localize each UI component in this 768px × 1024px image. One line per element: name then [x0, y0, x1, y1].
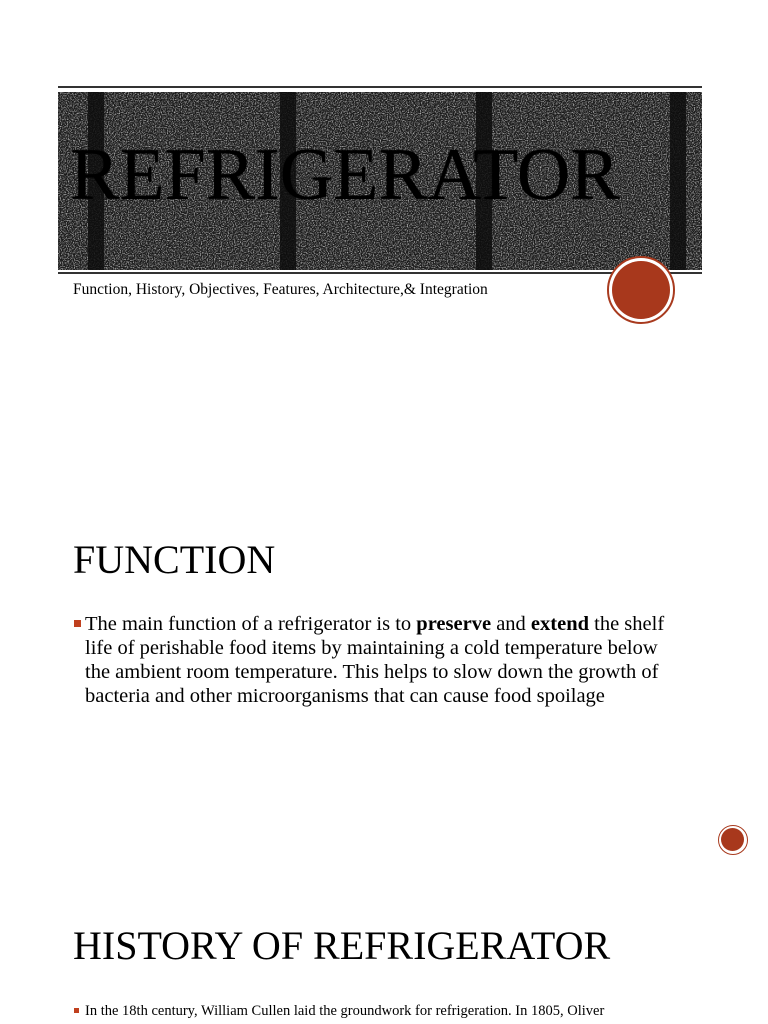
- bullet-marker: [74, 1008, 79, 1013]
- function-heading: FUNCTION: [73, 537, 276, 582]
- function-text-2: and: [491, 613, 531, 635]
- history-paragraph: In the 18th century, William Cullen laid the groundwork for refrigeration. In 1805, Oliver: [85, 1003, 605, 1019]
- decorative-circle-small: [718, 825, 748, 855]
- function-text-3: the shelf life of perishable food items by maintaining a cold temperature below the ambient room temperature. This helps to slow down the growth of bacteria and other microorganisms that can cause food spoilage: [85, 613, 665, 707]
- function-paragraph: [85, 612, 685, 708]
- bullet-marker: [74, 620, 81, 627]
- slide-title: REFRIGERATOR: [70, 134, 620, 216]
- function-text-1: The main function of a refrigerator is to: [85, 613, 417, 635]
- function-bold-extend: extend: [530, 613, 589, 635]
- history-heading: HISTORY OF REFRIGERATOR: [73, 923, 611, 968]
- function-bold-preserve: preserve: [416, 613, 492, 635]
- slide-subtitle: Function, History, Objectives, Features, Architecture,& Integration: [73, 281, 488, 298]
- decorative-circle-large-fill: [612, 261, 670, 319]
- decorative-circle-large: [607, 256, 675, 324]
- decorative-circle-small-fill: [721, 828, 744, 851]
